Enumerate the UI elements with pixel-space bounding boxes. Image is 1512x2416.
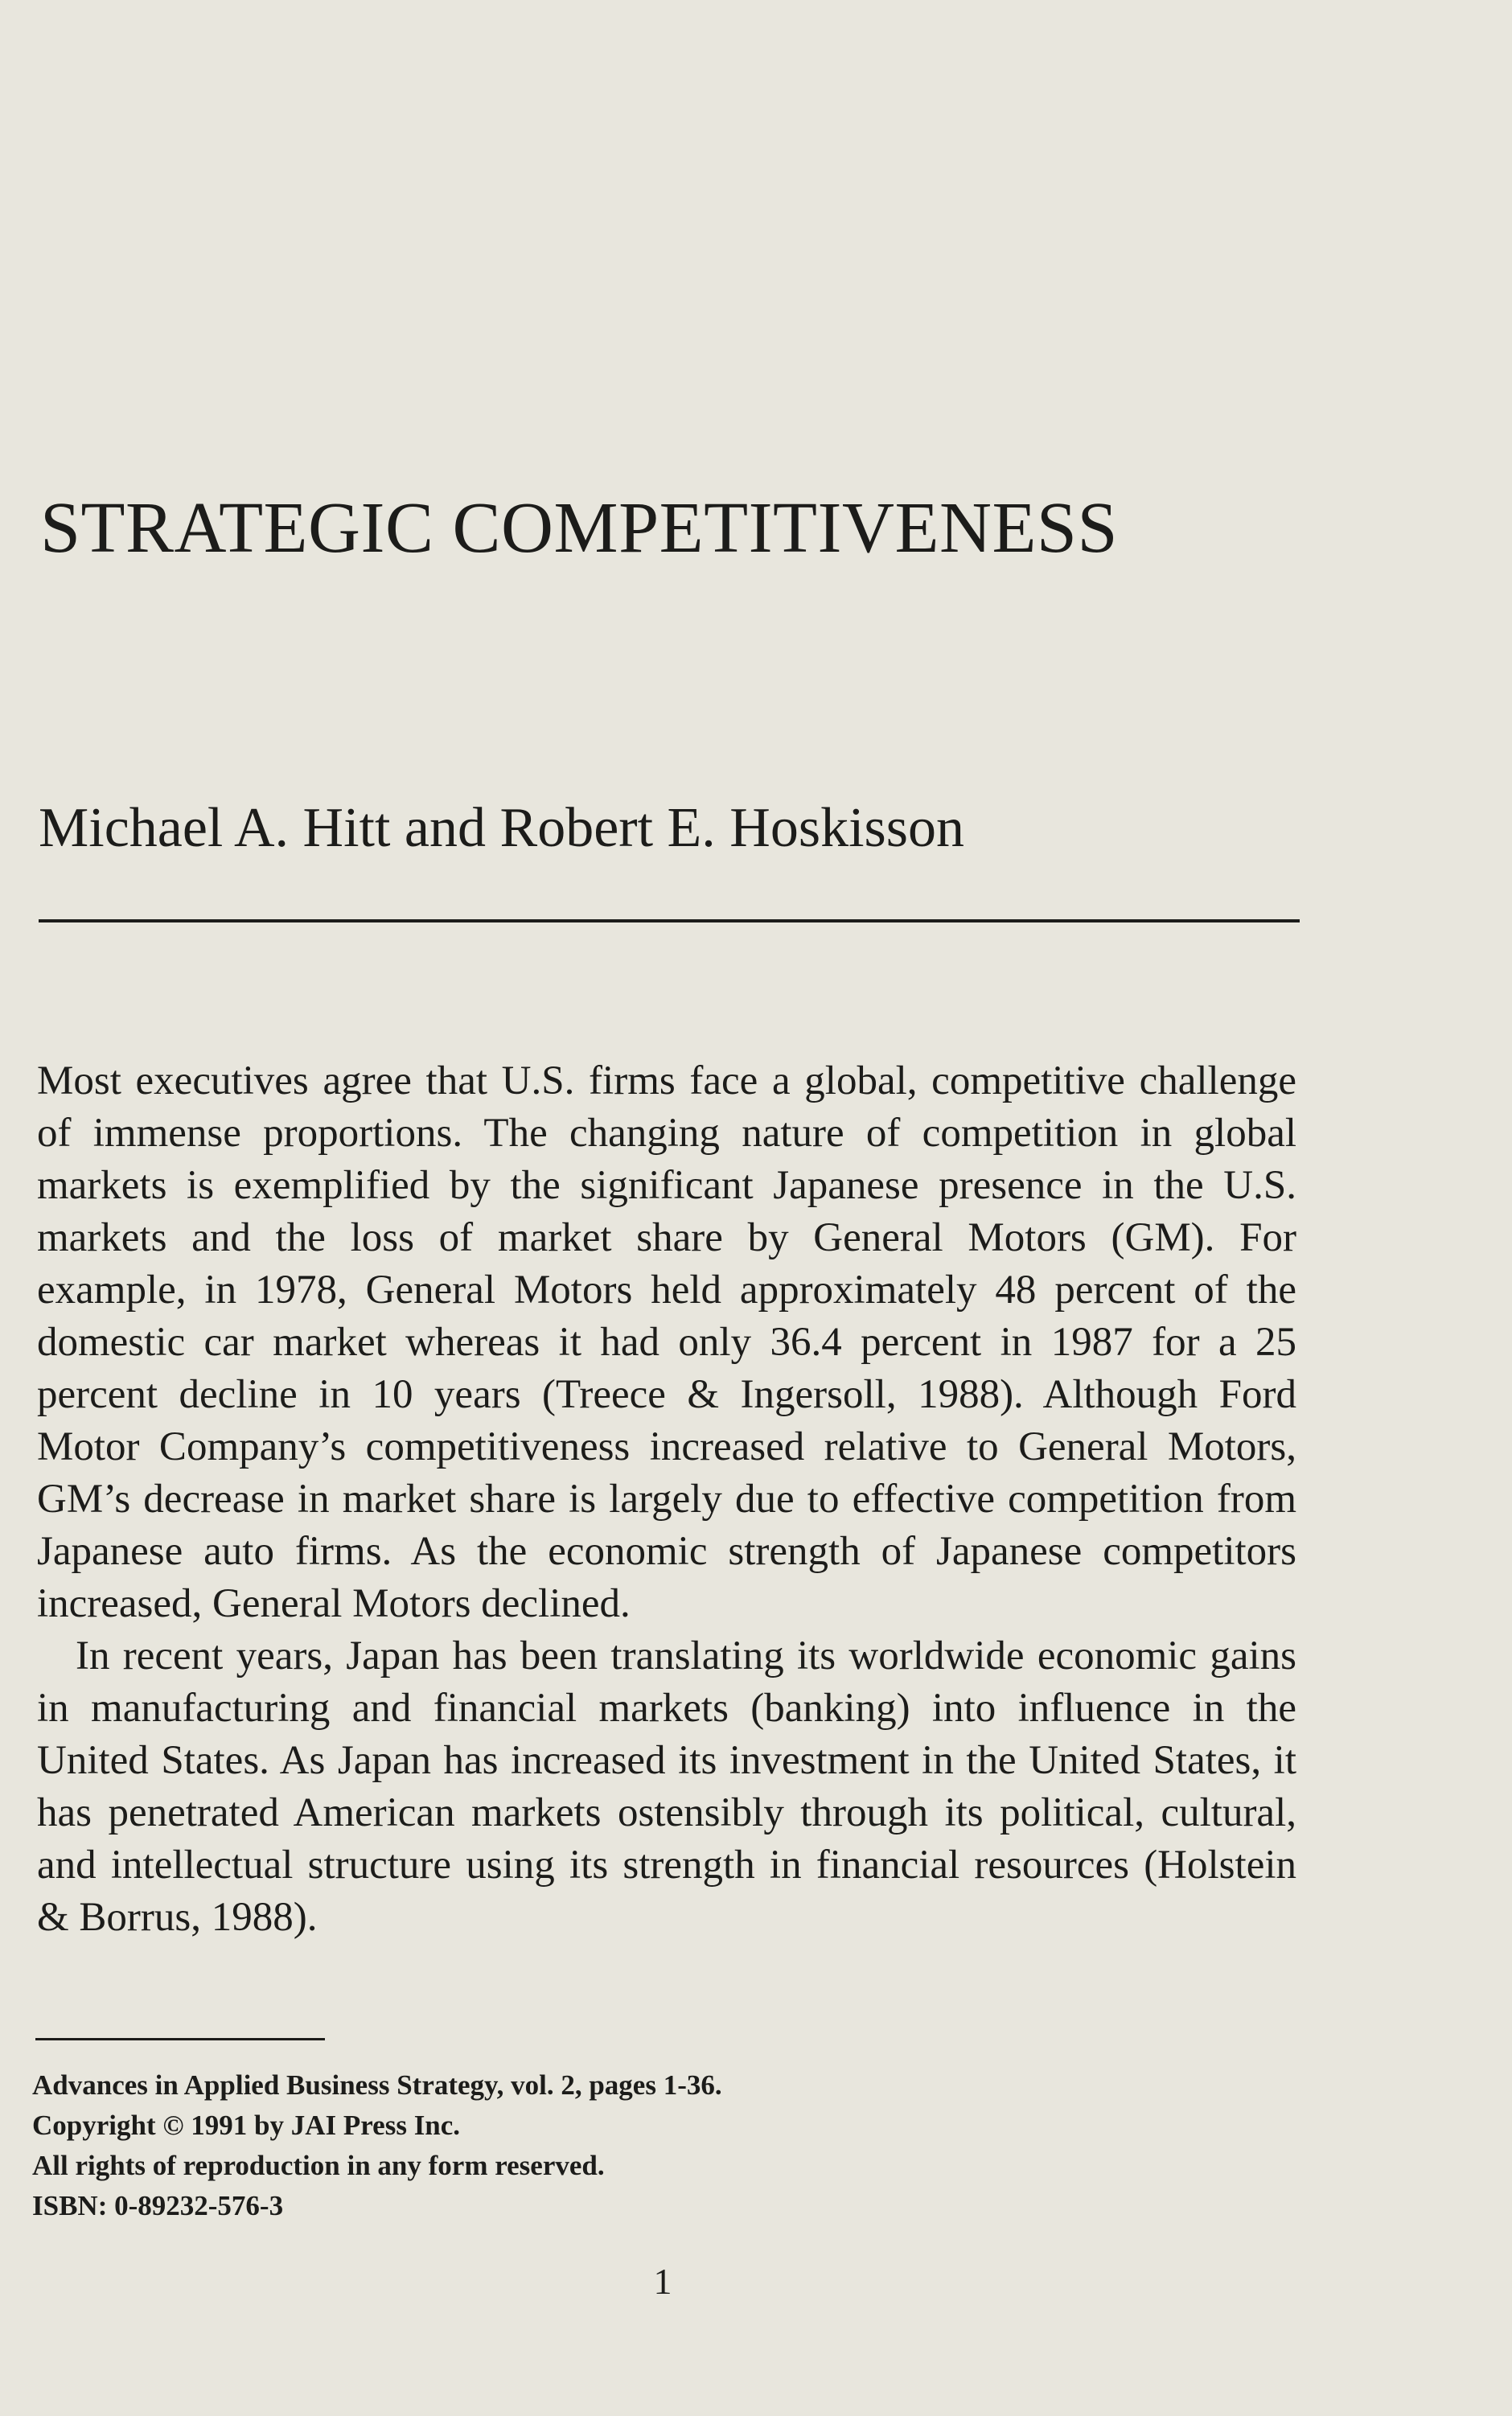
body-paragraph-2: In recent years, Japan has been translating its worldwide economic gains in manufacturing and financial markets (banking) into influence in the United States. As Japan has increased its investment in the United States, it has penetrated American markets ostensibly through its political, cultural, and intellectual structure using its strength in financial resources (Holstein & Borrus, 1988). [37, 1633, 1296, 1940]
footnote-isbn: ISBN: 0-89232-576-3 [32, 2190, 284, 2221]
page-number: 1 [653, 2261, 672, 2302]
article-authors: Michael A. Hitt and Robert E. Hoskisson [39, 797, 965, 859]
footnote-divider [35, 2038, 325, 2040]
title-divider [39, 919, 1300, 922]
publication-footnote [32, 2065, 1239, 2226]
footnote-rights: All rights of reproduction in any form reserved. [32, 2150, 605, 2181]
footnote-copyright: Copyright © 1991 by JAI Press Inc. [32, 2110, 461, 2141]
article-body [37, 1055, 1296, 1944]
article-title: STRATEGIC COMPETITIVENESS [40, 488, 1119, 568]
footnote-source: Advances in Applied Business Strategy, vol. 2, pages 1-36. [32, 2069, 722, 2101]
body-paragraph-1: Most executives agree that U.S. firms face a global, competitive challenge of immense proportions. The changing nature of competition in global markets is exemplified by the significant Japanese presence in the U.S. markets and the loss of market share by General Motors (GM). For example, in 1978, General Motors held approximately 48 percent of the domestic car market whereas it had only 36.4 percent in 1987 for a 25 percent decline in 10 years (Treece & Ingersoll, 1988). Although Ford Motor Company’s competitiveness increased relative to General Motors, GM’s decrease in market share is largely due to effective competition from Japanese auto firms. As the economic strength of Japanese competitors increased, General Motors declined. [37, 1058, 1296, 1626]
